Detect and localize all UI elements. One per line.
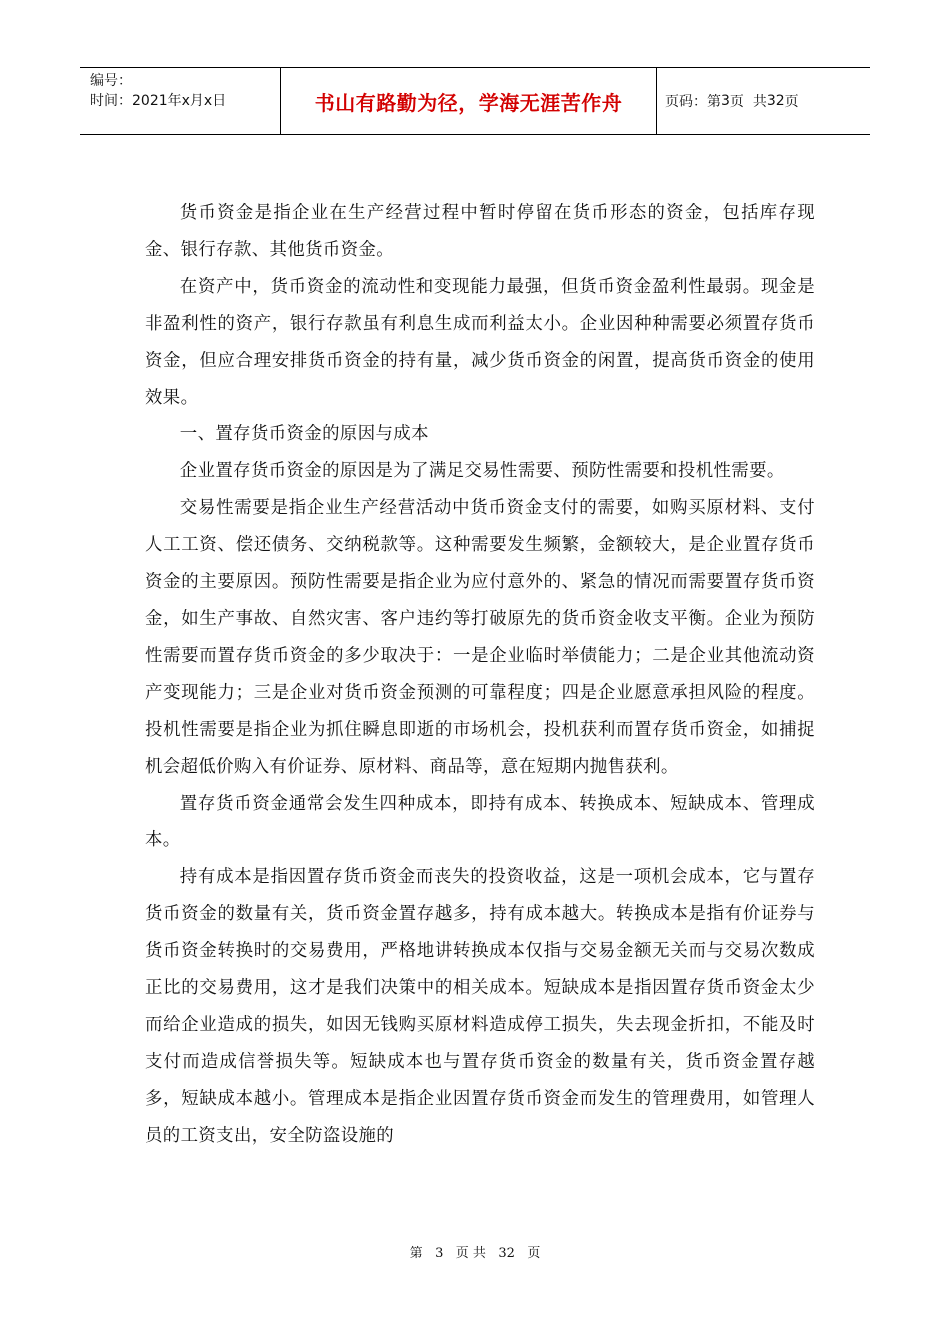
paragraph: 企业置存货币资金的原因是为了满足交易性需要、预防性需要和投机性需要。 — [179, 461, 785, 482]
page-header — [80, 67, 870, 135]
paragraph: 在资产中，货币资金的流动性和变现能力最强，但货币资金盈利性最弱。现金是非盈利性的资产，银行存款虽有利息生成而利益太小。企业因种种需要必须置存货币资金，但应合理安排货币资金的持有量，减少货币资金的闲置，提高货币资金的使用效果。 — [145, 276, 815, 408]
page-total: 32 — [766, 93, 785, 109]
section-heading: 一、置存货币资金的原因与成本 — [179, 424, 429, 445]
paragraph: 持有成本是指因置存货币资金而丧失的投资收益，这是一项机会成本，它与置存货币资金的数量有关，货币资金置存越多，持有成本越大。转换成本是指有价证券与货币资金转换时的交易费用，严格地讲转换成本仅指与交易金额无关而与交易次数成正比的交易费用，这才是我们决策中的相关成本。短缺成本是指因置存货币资金太少而给企业造成的损失，如因无钱购买原材料造成停工损失，失去现金折扣，不能及时支付而造成信誉损失等。短缺成本也与置存货币资金的数量有关，货币资金置存越多，短缺成本越小。管理成本是指企业因置存货币资金而发生的管理费用，如管理人员的工资支出，安全防盗设施的 — [145, 867, 815, 1146]
footer-total: 32 — [498, 1246, 515, 1261]
footer-prefix: 第 — [409, 1246, 423, 1261]
header-motto: 书山有路勤为径，学海无涯苦作舟 — [281, 68, 657, 134]
page-prefix: 页码：第 — [665, 94, 721, 110]
document-body — [145, 195, 815, 1155]
paragraph: 交易性需要是指企业生产经营活动中货币资金支付的需要，如购买原材料、支付人工工资、偿还债务、交纳税款等。这种需要发生频繁，金额较大，是企业置存货币资金的主要原因。预防性需要是指企业为应付意外的、紧急的情况而需要置存货币资金，如生产事故、自然灾害、客户违约等打破原先的货币资金收支平衡。企业为预防性需要而置存货币资金的多少取决于：一是企业临时举债能力；二是企业其他流动资产变现能力；三是企业对货币资金预测的可靠程度；四是企业愿意承担风险的程度。投机性需要是指企业为抓住瞬息即逝的市场机会，投机获利而置存货币资金，如捕捉机会超低价购入有价证券、原材料、商品等，意在短期内抛售获利。 — [145, 498, 815, 777]
page-suffix: 页 — [784, 94, 799, 110]
paragraph: 置存货币资金通常会发生四种成本，即持有成本、转换成本、短缺成本、管理成本。 — [145, 793, 815, 851]
page-current: 3 — [721, 93, 730, 109]
time-label: 时间：2021年x月x日 — [90, 93, 227, 109]
paragraph: 货币资金是指企业在生产经营过程中暂时停留在货币形态的资金，包括库存现金、银行存款、其他货币资金。 — [145, 203, 815, 260]
page-middle: 页 共 — [729, 94, 767, 110]
code-label: 编号： — [90, 73, 132, 89]
footer-suffix: 页 — [527, 1246, 541, 1261]
footer-current: 3 — [435, 1246, 444, 1261]
header-page-number — [657, 68, 870, 134]
header-meta — [80, 68, 281, 134]
footer-middle: 页 共 — [455, 1246, 486, 1261]
page-footer — [0, 1242, 950, 1261]
